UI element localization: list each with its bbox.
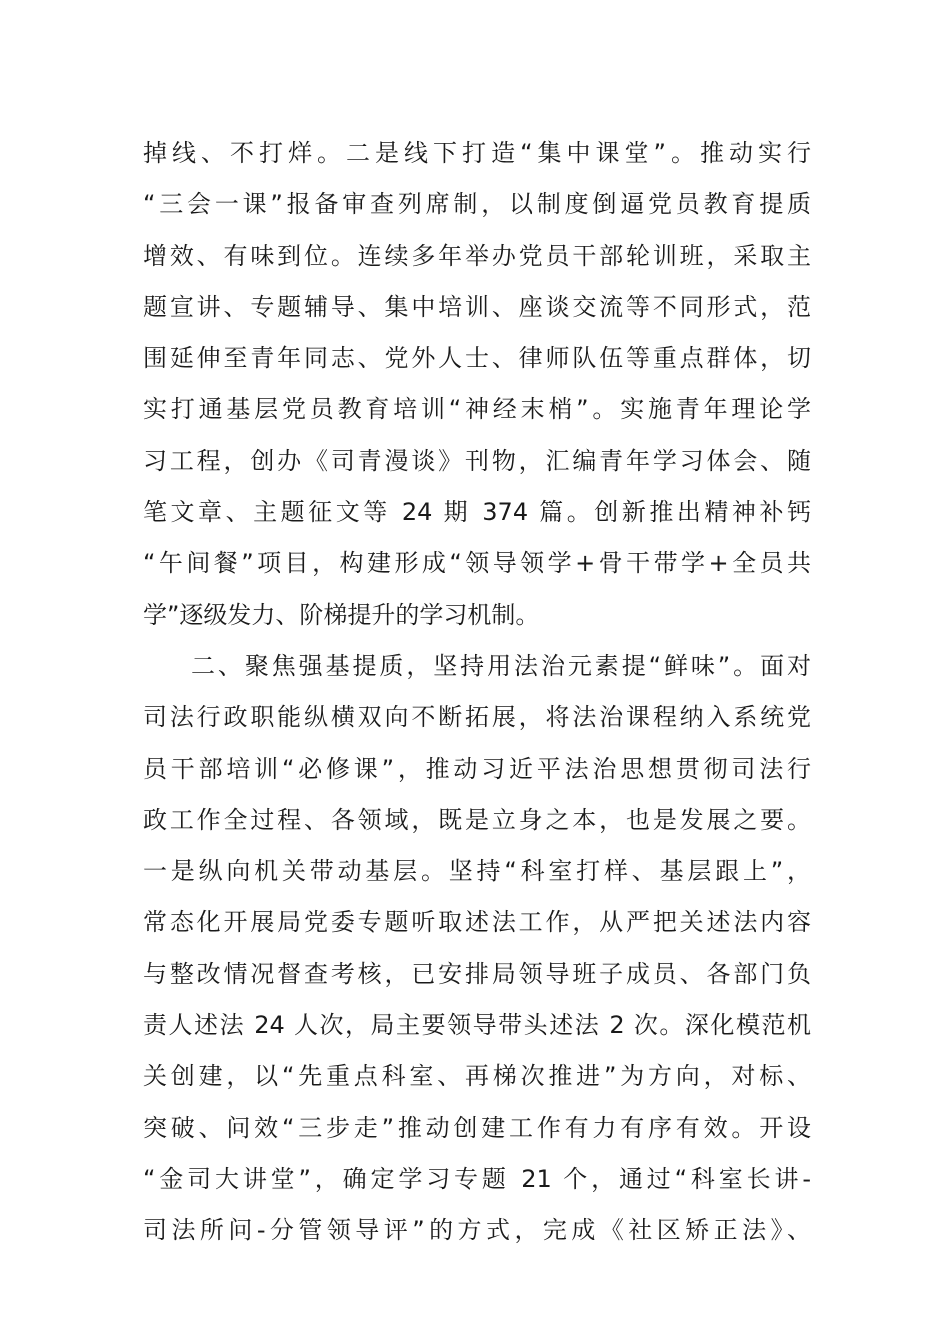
text-line: “午间餐”项目，构建形成“领导领学+骨干带学+全员共 <box>143 549 811 578</box>
text-line: 政工作全过程、各领域，既是立身之本，也是发展之要。 <box>143 805 811 834</box>
text-line: 习工程，创办《司青漫谈》刊物，汇编青年学习体会、随 <box>143 446 811 475</box>
text-line: 司法所问-分管领导评”的方式，完成《社区矫正法》、 <box>143 1216 811 1245</box>
text-line: 实打通基层党员教育培训“神经末梢”。实施青年理论学 <box>143 395 811 424</box>
text-line: 关创建，以“先重点科室、再梯次推进”为方向，对标、 <box>143 1062 811 1091</box>
text-line: 一是纵向机关带动基层。坚持“科室打样、基层跟上”， <box>143 857 811 886</box>
text-line: 常态化开展局党委专题听取述法工作，从严把关述法内容 <box>143 908 811 937</box>
text-line: 突破、问效“三步走”推动创建工作有力有序有效。开设 <box>143 1113 811 1142</box>
text-line: 围延伸至青年同志、党外人士、律师队伍等重点群体，切 <box>143 344 811 373</box>
text-line: 笔文章、主题征文等 24 期 374 篇。创新推出精神补钙 <box>143 498 811 527</box>
document-body <box>143 128 811 1257</box>
section-heading-line: 二、聚焦强基提质，坚持用法治元素提“鲜味”。面对 <box>191 651 811 680</box>
text-line: “三会一课”报备审查列席制，以制度倒逼党员教育提质 <box>143 190 811 219</box>
text-line: 司法行政职能纵横双向不断拓展，将法治课程纳入系统党 <box>143 703 811 732</box>
text-line: 与整改情况督查考核，已安排局领导班子成员、各部门负 <box>143 959 811 988</box>
text-line: 员干部培训“必修课”，推动习近平法治思想贯彻司法行 <box>143 754 811 783</box>
text-line: 学”逐级发力、阶梯提升的学习机制。 <box>143 600 540 629</box>
text-line: 责人述法 24 人次，局主要领导带头述法 2 次。深化模范机 <box>143 1011 811 1040</box>
text-line: 题宣讲、专题辅导、集中培训、座谈交流等不同形式，范 <box>143 292 811 321</box>
text-line: “金司大讲堂”，确定学习专题 21 个，通过“科室长讲- <box>143 1164 811 1193</box>
text-line: 掉线、不打烊。二是线下打造“集中课堂”。推动实行 <box>143 139 811 167</box>
text-line: 增效、有味到位。连续多年举办党员干部轮训班，采取主 <box>143 241 811 270</box>
